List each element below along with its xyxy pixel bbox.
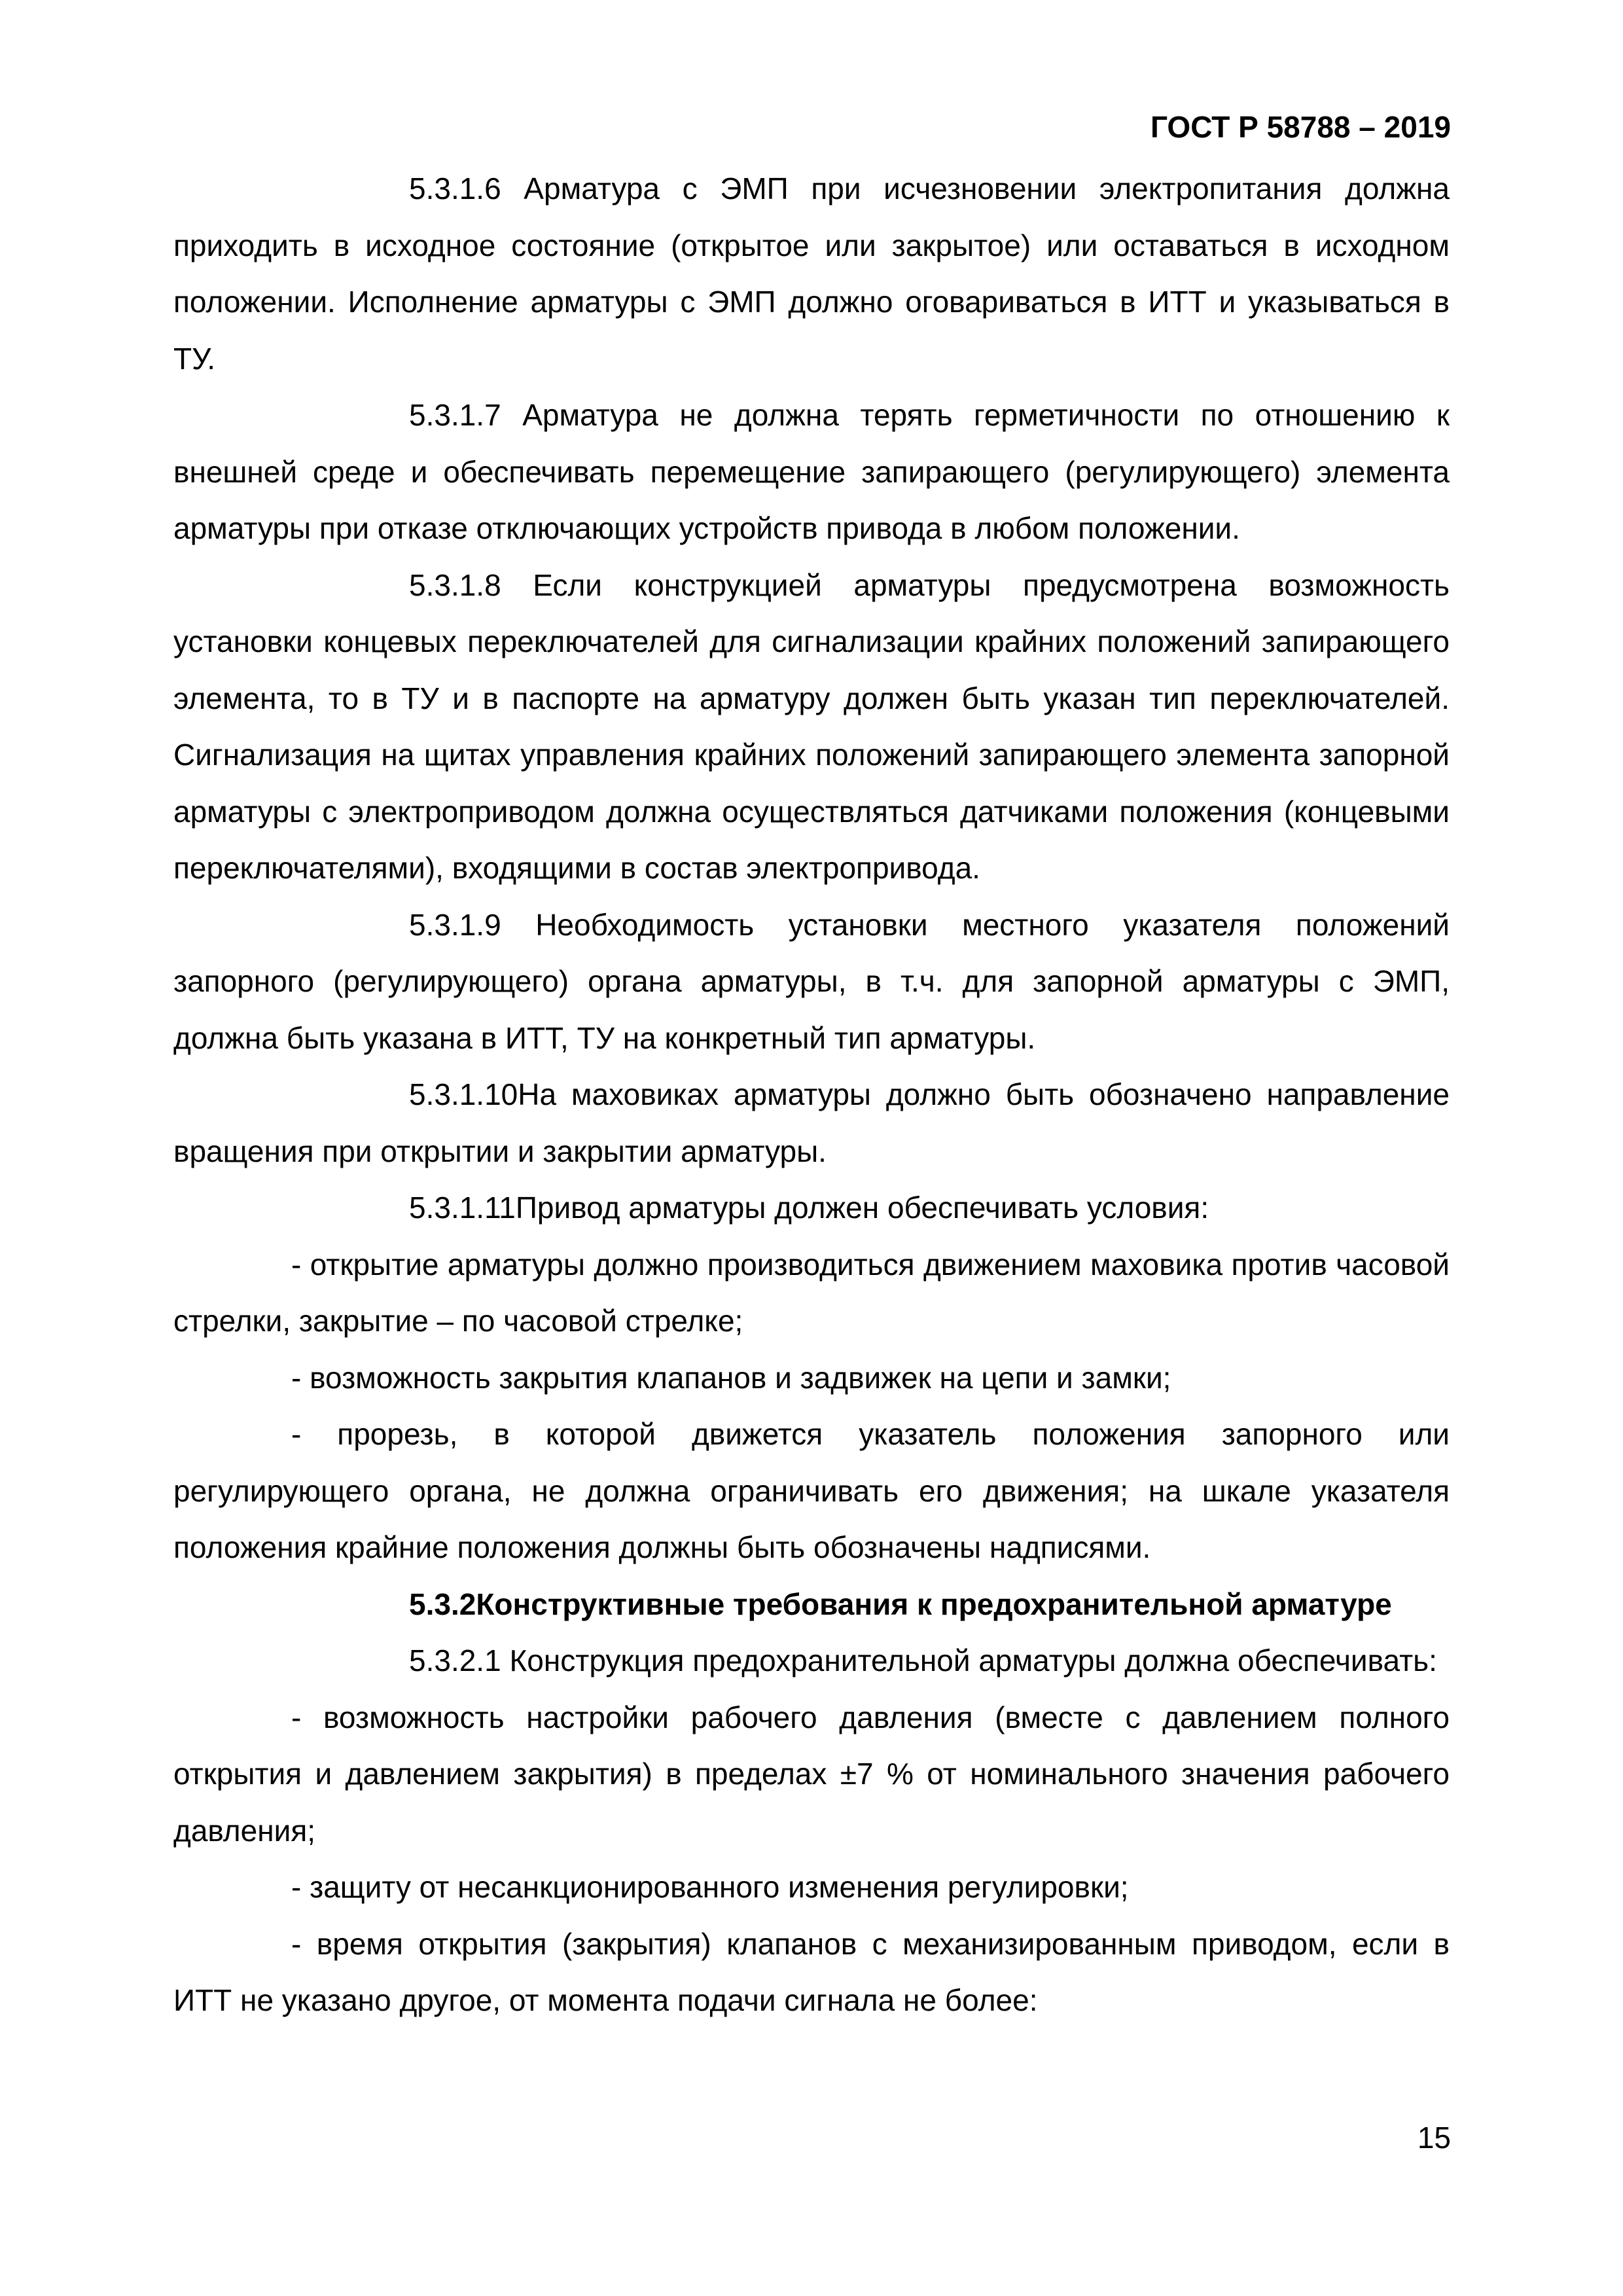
paragraph-5-3-1-9 — [173, 897, 1450, 1067]
list-item: - защиту от несанкционированного изменения регулировки; — [291, 1870, 1129, 1904]
section-title: Конструктивные требования к предохранительной арматуре — [476, 1587, 1392, 1621]
paragraph-text: Привод арматуры должен обеспечивать условия: — [515, 1191, 1209, 1225]
list-item: - открытие арматуры должно производиться движением маховика против часовой стрелки, закрытие – по часовой стрелке; — [173, 1247, 1450, 1338]
paragraph-text: Арматура не должна терять герметичности по отношению к внешней среде и обеспечивать перемещение запирающего (регулирующего) элемента арматуры при отказе отключающих устройств привода в любом положении. — [173, 398, 1450, 545]
clause-number: 5.3.1.8 — [409, 567, 501, 602]
paragraph-5-3-1-11 — [173, 1179, 1450, 1236]
clause-number: 5.3.1.11 — [409, 1191, 516, 1225]
list-item: - возможность закрытия клапанов и задвижек на цепи и замки; — [291, 1360, 1171, 1395]
document-body — [173, 160, 1450, 2029]
paragraph-text: Необходимость установки местного указателя положений запорного (регулирующего) органа арматуры, в т.ч. для запорной арматуры с ЭМП, должна быть указана в ИТТ, ТУ на конкретный тип арматуры. — [173, 907, 1450, 1055]
page-number: 15 — [1417, 2121, 1451, 2155]
paragraph-5-3-1-7 — [173, 387, 1450, 557]
section-heading-5-3-2 — [173, 1576, 1450, 1633]
paragraph-text: Если конструкцией арматуры предусмотрена возможность установки концевых переключателей для сигнализации крайних положений запирающего элемента, то в ТУ и в паспорте на арматуру должен быть указан тип переключателей. Сигнализация на щитах управления крайних положений запирающего элемента запорной арматуры с электроприводом должна осуществляться датчиками положения (концевыми переключателями), входящими в состав электропривода. — [173, 567, 1450, 885]
paragraph-text: На маховиках арматуры должно быть обозначено направление вращения при открытии и закрытии арматуры. — [173, 1077, 1450, 1168]
paragraph-5-3-1-6 — [173, 160, 1450, 387]
clause-number: 5.3.1.9 — [409, 907, 501, 942]
clause-number: 5.3.1.10 — [409, 1077, 518, 1111]
paragraph-text: Арматура с ЭМП при исчезновении электропитания должна приходить в исходное состояние (открытое или закрытое) или оставаться в исходном положении. Исполнение арматуры с ЭМП должно оговариваться в ИТТ и указываться в ТУ. — [173, 171, 1450, 376]
paragraph-5-3-1-8 — [173, 557, 1450, 897]
document-code-header: ГОСТ Р 58788 – 2019 — [1150, 110, 1451, 144]
clause-number: 5.3.1.7 — [409, 398, 501, 432]
paragraph-5-3-2-1 — [173, 1632, 1450, 1689]
paragraph-5-3-1-10 — [173, 1066, 1450, 1179]
section-number: 5.3.2 — [409, 1587, 476, 1621]
clause-number: 5.3.1.6 — [409, 171, 501, 206]
list-item: - время открытия (закрытия) клапанов с механизированным приводом, если в ИТТ не указано другое, от момента подачи сигнала не более: — [173, 1926, 1450, 2017]
list-item: - возможность настройки рабочего давления (вместе с давлением полного открытия и давлением закрытия) в пределах ±7 % от номинального значения рабочего давления; — [173, 1700, 1450, 1848]
list-item: - прорезь, в которой движется указатель положения запорного или регулирующего органа, не должна ограничивать его движения; на шкале указателя положения крайние положения должны быть обозначены надписями. — [173, 1417, 1450, 1564]
clause-number: 5.3.2.1 — [409, 1643, 501, 1677]
paragraph-text: Конструкция предохранительной арматуры должна обеспечивать: — [501, 1643, 1437, 1677]
